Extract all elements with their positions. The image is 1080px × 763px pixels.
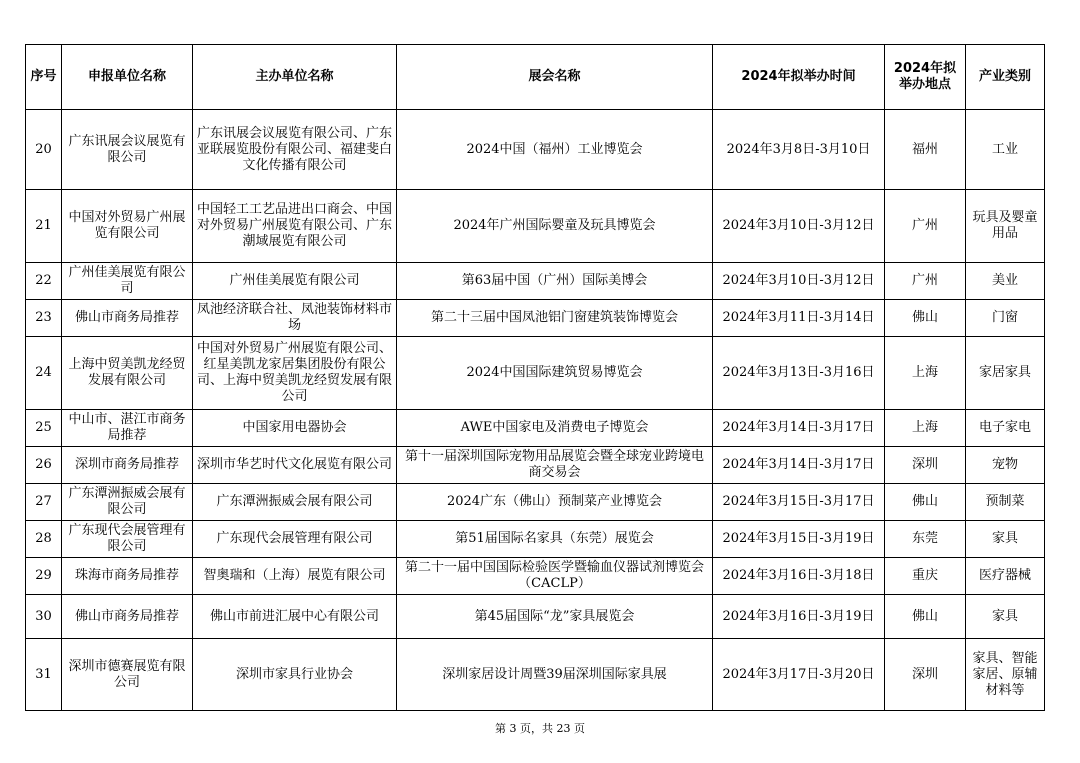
cell-index: 27 (26, 484, 62, 521)
cell-exhibition: 第二十三届中国凤池铝门窗建筑装饰博览会 (397, 300, 713, 337)
cell-date: 2024年3月14日-3月17日 (713, 410, 885, 447)
cell-industry: 家具、智能家居、原辅材料等 (966, 639, 1045, 711)
table-row (26, 595, 1045, 639)
cell-location: 上海 (885, 337, 966, 410)
table-row (26, 639, 1045, 711)
table-row (26, 300, 1045, 337)
cell-industry: 家居家具 (966, 337, 1045, 410)
cell-organizer: 中国对外贸易广州展览有限公司、红星美凯龙家居集团股份有限公司、上海中贸美凯龙经贸发展有限公司 (193, 337, 397, 410)
cell-date: 2024年3月10日-3月12日 (713, 263, 885, 300)
cell-exhibition: 2024年广州国际婴童及玩具博览会 (397, 190, 713, 263)
cell-applicant: 广州佳美展览有限公司 (62, 263, 193, 300)
cell-exhibition: 2024中国（福州）工业博览会 (397, 110, 713, 190)
cell-exhibition: 第63届中国（广州）国际美博会 (397, 263, 713, 300)
cell-organizer: 深圳市华艺时代文化展览有限公司 (193, 447, 397, 484)
cell-applicant: 上海中贸美凯龙经贸发展有限公司 (62, 337, 193, 410)
cell-date: 2024年3月16日-3月19日 (713, 595, 885, 639)
cell-index: 30 (26, 595, 62, 639)
cell-organizer: 佛山市前进汇展中心有限公司 (193, 595, 397, 639)
cell-location: 深圳 (885, 447, 966, 484)
cell-industry: 工业 (966, 110, 1045, 190)
cell-industry: 电子家电 (966, 410, 1045, 447)
cell-index: 21 (26, 190, 62, 263)
cell-exhibition: 2024广东（佛山）预制菜产业博览会 (397, 484, 713, 521)
cell-date: 2024年3月17日-3月20日 (713, 639, 885, 711)
cell-location: 佛山 (885, 595, 966, 639)
cell-exhibition: 第二十一届中国国际检验医学暨输血仪器试剂博览会（CACLP） (397, 558, 713, 595)
cell-organizer: 广东现代会展管理有限公司 (193, 521, 397, 558)
exhibition-table (25, 44, 1045, 711)
cell-applicant: 佛山市商务局推荐 (62, 300, 193, 337)
cell-date: 2024年3月16日-3月18日 (713, 558, 885, 595)
cell-applicant: 广东潭洲振威会展有限公司 (62, 484, 193, 521)
cell-exhibition: 第51届国际名家具（东莞）展览会 (397, 521, 713, 558)
cell-organizer: 深圳市家具行业协会 (193, 639, 397, 711)
cell-applicant: 中国对外贸易广州展览有限公司 (62, 190, 193, 263)
cell-organizer: 中国家用电器协会 (193, 410, 397, 447)
cell-index: 28 (26, 521, 62, 558)
cell-industry: 预制菜 (966, 484, 1045, 521)
cell-industry: 玩具及婴童用品 (966, 190, 1045, 263)
cell-industry: 宠物 (966, 447, 1045, 484)
cell-organizer: 广州佳美展览有限公司 (193, 263, 397, 300)
cell-applicant: 中山市、湛江市商务局推荐 (62, 410, 193, 447)
cell-location: 广州 (885, 263, 966, 300)
cell-date: 2024年3月14日-3月17日 (713, 447, 885, 484)
cell-index: 26 (26, 447, 62, 484)
table-row (26, 337, 1045, 410)
cell-location: 广州 (885, 190, 966, 263)
cell-date: 2024年3月11日-3月14日 (713, 300, 885, 337)
cell-organizer: 凤池经济联合社、凤池装饰材料市场 (193, 300, 397, 337)
cell-location: 佛山 (885, 300, 966, 337)
cell-location: 重庆 (885, 558, 966, 595)
cell-exhibition: 第十一届深圳国际宠物用品展览会暨全球宠业跨境电商交易会 (397, 447, 713, 484)
cell-date: 2024年3月10日-3月12日 (713, 190, 885, 263)
table-row (26, 110, 1045, 190)
col-header-index: 序号 (26, 45, 62, 110)
col-header-exhibition: 展会名称 (397, 45, 713, 110)
table-row (26, 447, 1045, 484)
table-row (26, 190, 1045, 263)
cell-exhibition: AWE中国家电及消费电子博览会 (397, 410, 713, 447)
cell-industry: 门窗 (966, 300, 1045, 337)
col-header-applicant: 申报单位名称 (62, 45, 193, 110)
cell-applicant: 广东现代会展管理有限公司 (62, 521, 193, 558)
cell-index: 29 (26, 558, 62, 595)
cell-industry: 美业 (966, 263, 1045, 300)
header-row (26, 45, 1045, 110)
cell-applicant: 深圳市德赛展览有限公司 (62, 639, 193, 711)
cell-location: 福州 (885, 110, 966, 190)
cell-applicant: 广东讯展会议展览有限公司 (62, 110, 193, 190)
cell-applicant: 佛山市商务局推荐 (62, 595, 193, 639)
cell-index: 23 (26, 300, 62, 337)
cell-exhibition: 2024中国国际建筑贸易博览会 (397, 337, 713, 410)
table-row (26, 521, 1045, 558)
table-row (26, 558, 1045, 595)
cell-index: 25 (26, 410, 62, 447)
cell-index: 22 (26, 263, 62, 300)
cell-location: 上海 (885, 410, 966, 447)
cell-date: 2024年3月15日-3月19日 (713, 521, 885, 558)
cell-industry: 家具 (966, 521, 1045, 558)
cell-organizer: 广东潭洲振威会展有限公司 (193, 484, 397, 521)
cell-organizer: 广东讯展会议展览有限公司、广东亚联展览股份有限公司、福建斐白文化传播有限公司 (193, 110, 397, 190)
table-row (26, 410, 1045, 447)
cell-location: 深圳 (885, 639, 966, 711)
cell-applicant: 珠海市商务局推荐 (62, 558, 193, 595)
cell-index: 20 (26, 110, 62, 190)
cell-exhibition: 第45届国际“龙”家具展览会 (397, 595, 713, 639)
cell-industry: 医疗器械 (966, 558, 1045, 595)
cell-date: 2024年3月8日-3月10日 (713, 110, 885, 190)
cell-industry: 家具 (966, 595, 1045, 639)
cell-index: 31 (26, 639, 62, 711)
cell-index: 24 (26, 337, 62, 410)
col-header-organizer: 主办单位名称 (193, 45, 397, 110)
col-header-location: 2024年拟举办地点 (885, 45, 966, 110)
cell-location: 东莞 (885, 521, 966, 558)
cell-date: 2024年3月13日-3月16日 (713, 337, 885, 410)
col-header-industry: 产业类别 (966, 45, 1045, 110)
col-header-date: 2024年拟举办时间 (713, 45, 885, 110)
table-row (26, 484, 1045, 521)
cell-location: 佛山 (885, 484, 966, 521)
cell-applicant: 深圳市商务局推荐 (62, 447, 193, 484)
cell-organizer: 智奥瑞和（上海）展览有限公司 (193, 558, 397, 595)
cell-exhibition: 深圳家居设计周暨39届深圳国际家具展 (397, 639, 713, 711)
page-footer: 第 3 页，共 23 页 (495, 722, 585, 735)
cell-date: 2024年3月15日-3月17日 (713, 484, 885, 521)
cell-organizer: 中国轻工工艺品进出口商会、中国对外贸易广州展览有限公司、广东潮域展览有限公司 (193, 190, 397, 263)
table-row (26, 263, 1045, 300)
